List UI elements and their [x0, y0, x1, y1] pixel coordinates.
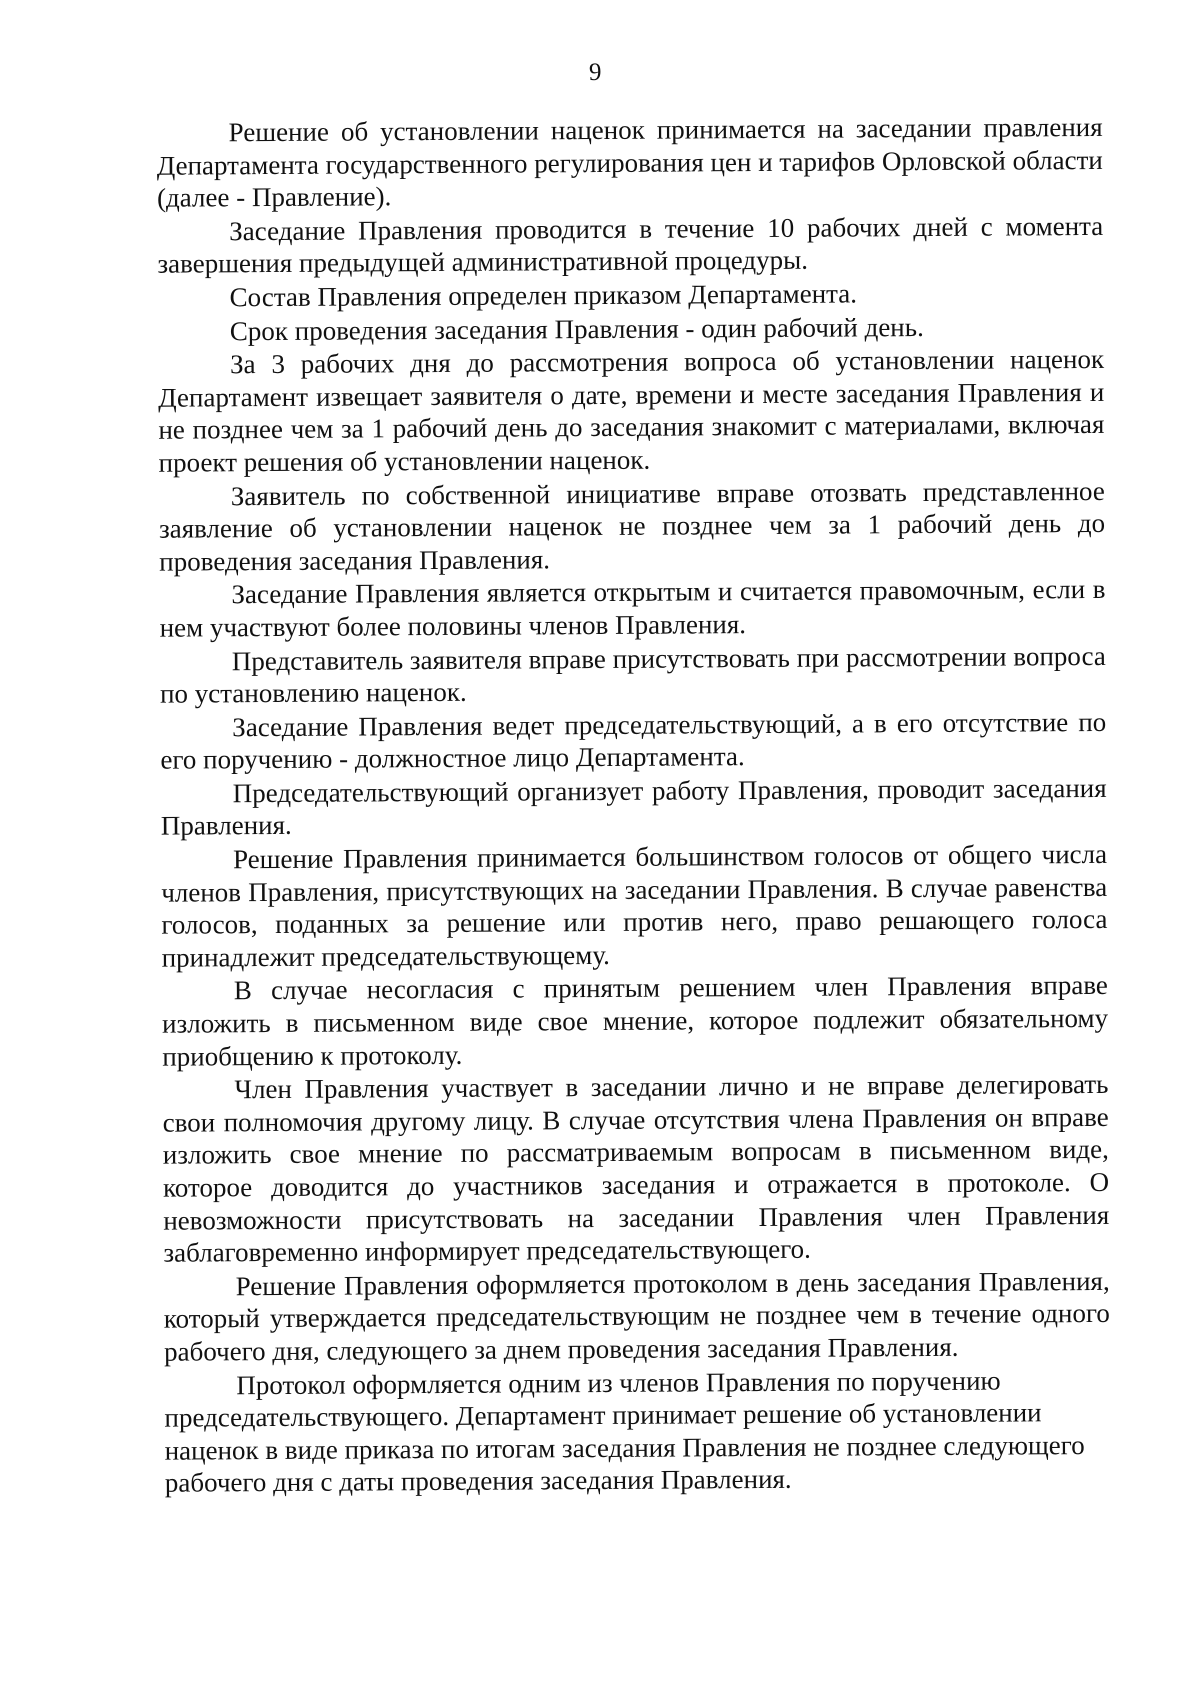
paragraph: Заседание Правления ведет председательствующий, а в его отсутствие по его поручению - должностное лицо Департамента.	[160, 706, 1107, 775]
paragraph: Срок проведения заседания Правления - один рабочий день.	[229, 311, 924, 346]
paragraph: Заседание Правления является открытым и считается правомочным, если в нем участвуют более половины членов Правления.	[159, 574, 1106, 643]
paragraph: В случае несогласия с принятым решением член Правления вправе изложить в письменном виде свое мнение, которое подлежит обязательному приобщению к протоколу.	[161, 970, 1109, 1072]
paragraph: За 3 рабочих дня до рассмотрения вопроса об установлении наценок Департамент извещает заявителя о дате, времени и месте заседания Правления и не позднее чем за 1 рабочий день до заседания знакомит с материалами, включая проект решения об установлении наценок.	[158, 344, 1105, 478]
paragraph: Состав Правления определен приказом Департамента.	[229, 278, 858, 313]
paragraph: Представитель заявителя вправе присутствовать при рассмотрении вопроса по установлению наценок.	[159, 640, 1106, 709]
paragraph: Председательствующий организует работу Правления, проводит заседания Правления.	[160, 772, 1107, 842]
page-number: 9	[588, 58, 602, 87]
paragraph: Протокол оформляется одним из членов Правления по поручению председательствующего. Департамент принимает решение об установлении наценок в виде приказа по итогам заседания Правления не позднее следующего рабочего дня с даты проведения заседания Правления.	[164, 1365, 1085, 1499]
document-body	[157, 111, 1111, 1501]
paragraph: Член Правления участвует в заседании лично и не вправе делегировать свои полномочия другому лицу. В случае отсутствия члена Правления он вправе изложить свое мнение по рассматриваемым вопросам в письменном виде, которое доводится до участников заседания и отражается в протоколе. О невозможности присутствовать на заседании Правления член Правления заблаговременно информирует председательствующего.	[162, 1069, 1110, 1268]
paragraph: Решение Правления принимается большинством голосов от общего числа членов Правления, присутствующих на заседании Правления. В случае равенства голосов, поданных за решение или против него, право решающего голоса принадлежит председательствующему.	[161, 838, 1108, 973]
paragraph: Заседание Правления проводится в течение 10 рабочих дней с момента завершения предыдущей административной процедуры.	[157, 210, 1104, 280]
paragraph: Заявитель по собственной инициативе вправе отозвать представленное заявление об установлении наценок не позднее чем за 1 рабочий день до проведения заседания Правления.	[158, 475, 1106, 577]
paragraph: Решение об установлении наценок принимается на заседании правления Департамента государственного регулирования цен и тарифов Орловской области (далее - Правление).	[156, 111, 1103, 213]
paragraph: Решение Правления оформляется протоколом в день заседания Правления, который утверждается председательствующим не позднее чем в течение одного рабочего дня, следующего за днем проведения заседания Правления.	[163, 1265, 1110, 1367]
